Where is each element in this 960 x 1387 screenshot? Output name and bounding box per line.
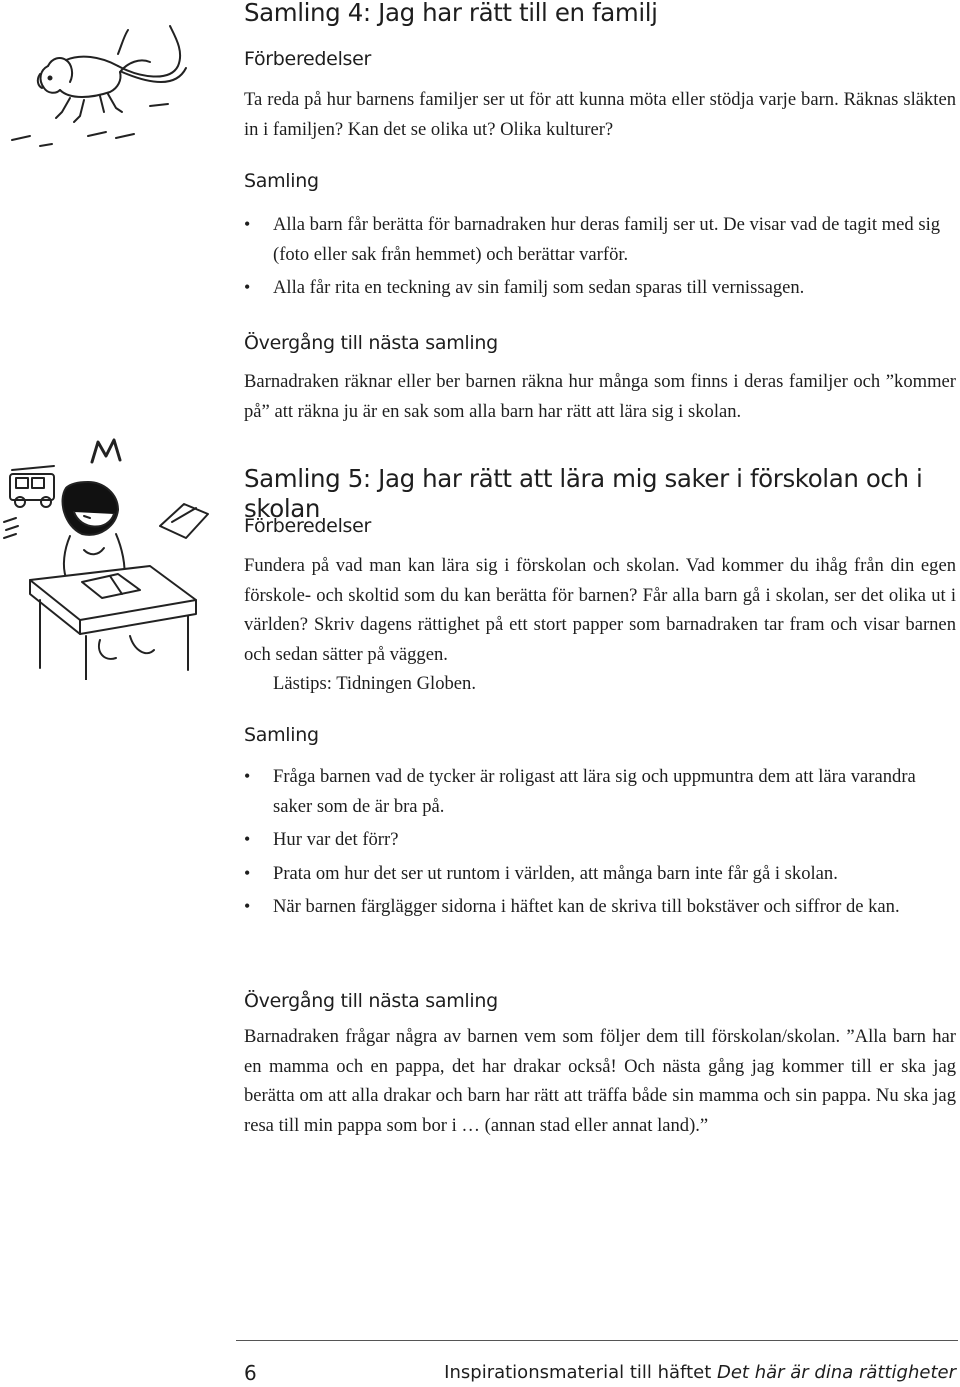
section-4-transition-text: Barnadraken räknar eller ber barnen räkna hur många som finns i deras familjer och ”kommer på” att räkna ju är en sak som alla barn har rätt att lära sig i skolan. bbox=[244, 371, 956, 422]
section-5-title: Samling 5: Jag har rätt att lära mig saker i förskolan och i skolan bbox=[244, 464, 923, 523]
footer-source bbox=[444, 1362, 956, 1383]
section-5-transition-text: Barnadraken frågar några av barnen vem som följer dem till förskolan/skolan. ”Alla barn har en mamma och en pappa, det har drakar också! Och nästa gång jag kommer till er ska jag berätta om att alla drakar och barn har rätt att träffa både sin mamma och sin pappa. Nu ska jag resa till min pappa som bor i … (annan stad eller annat land).” bbox=[244, 1026, 956, 1136]
list-item: • Hur var det förr? bbox=[244, 825, 956, 855]
section-5-transition-heading: Övergång till nästa samling bbox=[244, 990, 498, 1012]
list-item: • Fråga barnen vad de tycker är roligast att lära sig och uppmuntra dem att lära varandra saker som de är bra på. bbox=[244, 762, 956, 821]
child-reading-illustration bbox=[0, 430, 215, 680]
list-item: • När barnen färglägger sidorna i häftet kan de skriva till bokstäver och siffror de kan. bbox=[244, 892, 956, 922]
section-4-transition-heading: Övergång till nästa samling bbox=[244, 332, 498, 354]
dog-illustration bbox=[0, 8, 200, 158]
section-4-title: Samling 4: Jag har rätt till en familj bbox=[244, 0, 658, 27]
page-number: 6 bbox=[244, 1361, 257, 1385]
section-5-samling-heading: Samling bbox=[244, 724, 319, 746]
footer-divider bbox=[236, 1340, 958, 1341]
section-5-prep-text: Fundera på vad man kan lära sig i förskolan och skolan. Vad kommer du ihåg från din egen förskole- och skoltid som du kan berätta för barnen? Får alla barn gå i skolan, ser det olika ut i världen? Skriv dagens rättighet på ett stort papper som barnadraken tar fram och visar barnen och sedan sätter på väggen. bbox=[244, 555, 956, 665]
footer-source-prefix: Inspirationsmaterial till häftet bbox=[444, 1362, 717, 1383]
section-4-bullet-list bbox=[244, 210, 956, 303]
list-item: • Alla får rita en teckning av sin familj som sedan sparas till vernissagen. bbox=[244, 273, 956, 303]
section-5-prep-heading: Förberedelser bbox=[244, 515, 372, 537]
list-item: • Alla barn får berätta för barnadraken hur deras familj ser ut. De visar vad de tagit med sig (foto eller sak från hemmet) och berättar varför. bbox=[244, 210, 956, 269]
footer-source-title: Det här är dina rättigheter bbox=[716, 1362, 956, 1383]
section-4-samling-heading: Samling bbox=[244, 170, 319, 192]
section-4-prep-text: Ta reda på hur barnens familjer ser ut för att kunna möta eller stödja varje barn. Räknas släkten in i familjen? Kan det se olika ut? Olika kulturer? bbox=[244, 89, 956, 140]
reading-tip: Lästips: Tidningen Globen. bbox=[273, 673, 476, 694]
section-5-bullet-list bbox=[244, 762, 956, 922]
section-4-prep-heading: Förberedelser bbox=[244, 48, 372, 70]
list-item: • Prata om hur det ser ut runtom i världen, att många barn inte får gå i skolan. bbox=[244, 859, 956, 889]
